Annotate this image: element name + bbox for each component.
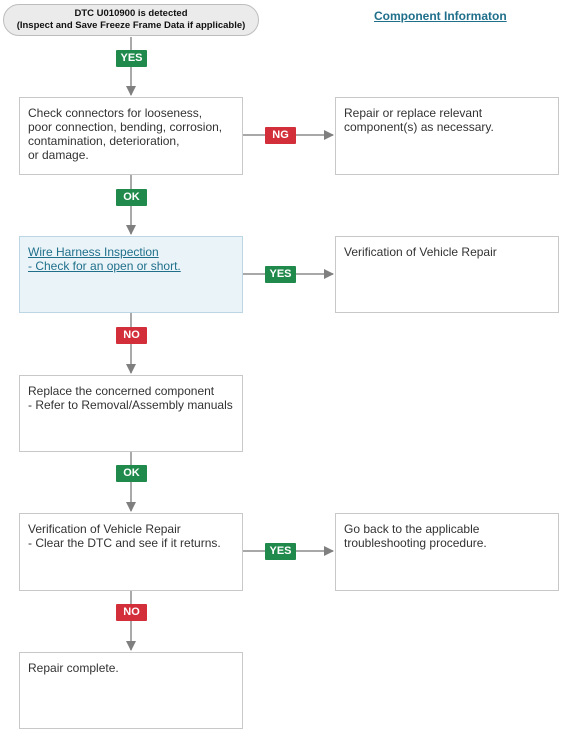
go-back-line: Go back to the applicable bbox=[344, 522, 480, 536]
go-back-box bbox=[335, 513, 559, 591]
start-node-dtc-detected bbox=[3, 4, 259, 36]
ok-badge-1: OK bbox=[116, 189, 147, 206]
check-connectors-line: Check connectors for looseness, bbox=[28, 106, 203, 120]
verification-repair-box-1 bbox=[335, 236, 559, 313]
check-connectors-line: contamination, deterioration, bbox=[28, 134, 180, 148]
ok-badge-2: OK bbox=[116, 465, 147, 482]
check-connectors-line: or damage. bbox=[28, 148, 89, 162]
replace-component-line: - Refer to Removal/Assembly manuals bbox=[28, 398, 233, 412]
repair-complete-text: Repair complete. bbox=[28, 661, 119, 675]
repair-replace-box bbox=[335, 97, 559, 175]
start-line-1: DTC U010900 is detected bbox=[74, 8, 188, 19]
start-line-2: (Inspect and Save Freeze Frame Data if applicable) bbox=[16, 20, 246, 31]
ng-badge: NG bbox=[265, 127, 296, 144]
no-badge-1: NO bbox=[116, 327, 147, 344]
go-back-line: troubleshooting procedure. bbox=[344, 536, 487, 550]
verification-2-line: Verification of Vehicle Repair bbox=[28, 522, 181, 536]
repair-replace-line: component(s) as necessary. bbox=[344, 120, 494, 134]
replace-component-line: Replace the concerned component bbox=[28, 384, 215, 398]
check-connectors-box bbox=[19, 97, 243, 175]
check-open-short-link[interactable]: - Check for an open or short. bbox=[28, 259, 181, 273]
no-badge-2: NO bbox=[116, 604, 147, 621]
yes-badge-1: YES bbox=[116, 50, 147, 67]
repair-complete-box bbox=[19, 652, 243, 729]
wire-harness-inspection-link[interactable]: Wire Harness Inspection bbox=[28, 245, 159, 259]
yes-badge-2: YES bbox=[265, 266, 296, 283]
check-connectors-line: poor connection, bending, corrosion, bbox=[28, 120, 223, 134]
wire-harness-box bbox=[19, 236, 243, 313]
replace-component-box bbox=[19, 375, 243, 452]
repair-replace-line: Repair or replace relevant bbox=[344, 106, 483, 120]
component-information-link[interactable]: Component Informaton bbox=[374, 9, 507, 23]
verification-repair-box-2 bbox=[19, 513, 243, 591]
yes-badge-3: YES bbox=[265, 543, 296, 560]
verification-1-text: Verification of Vehicle Repair bbox=[344, 245, 497, 259]
verification-2-line: - Clear the DTC and see if it returns. bbox=[28, 536, 221, 550]
